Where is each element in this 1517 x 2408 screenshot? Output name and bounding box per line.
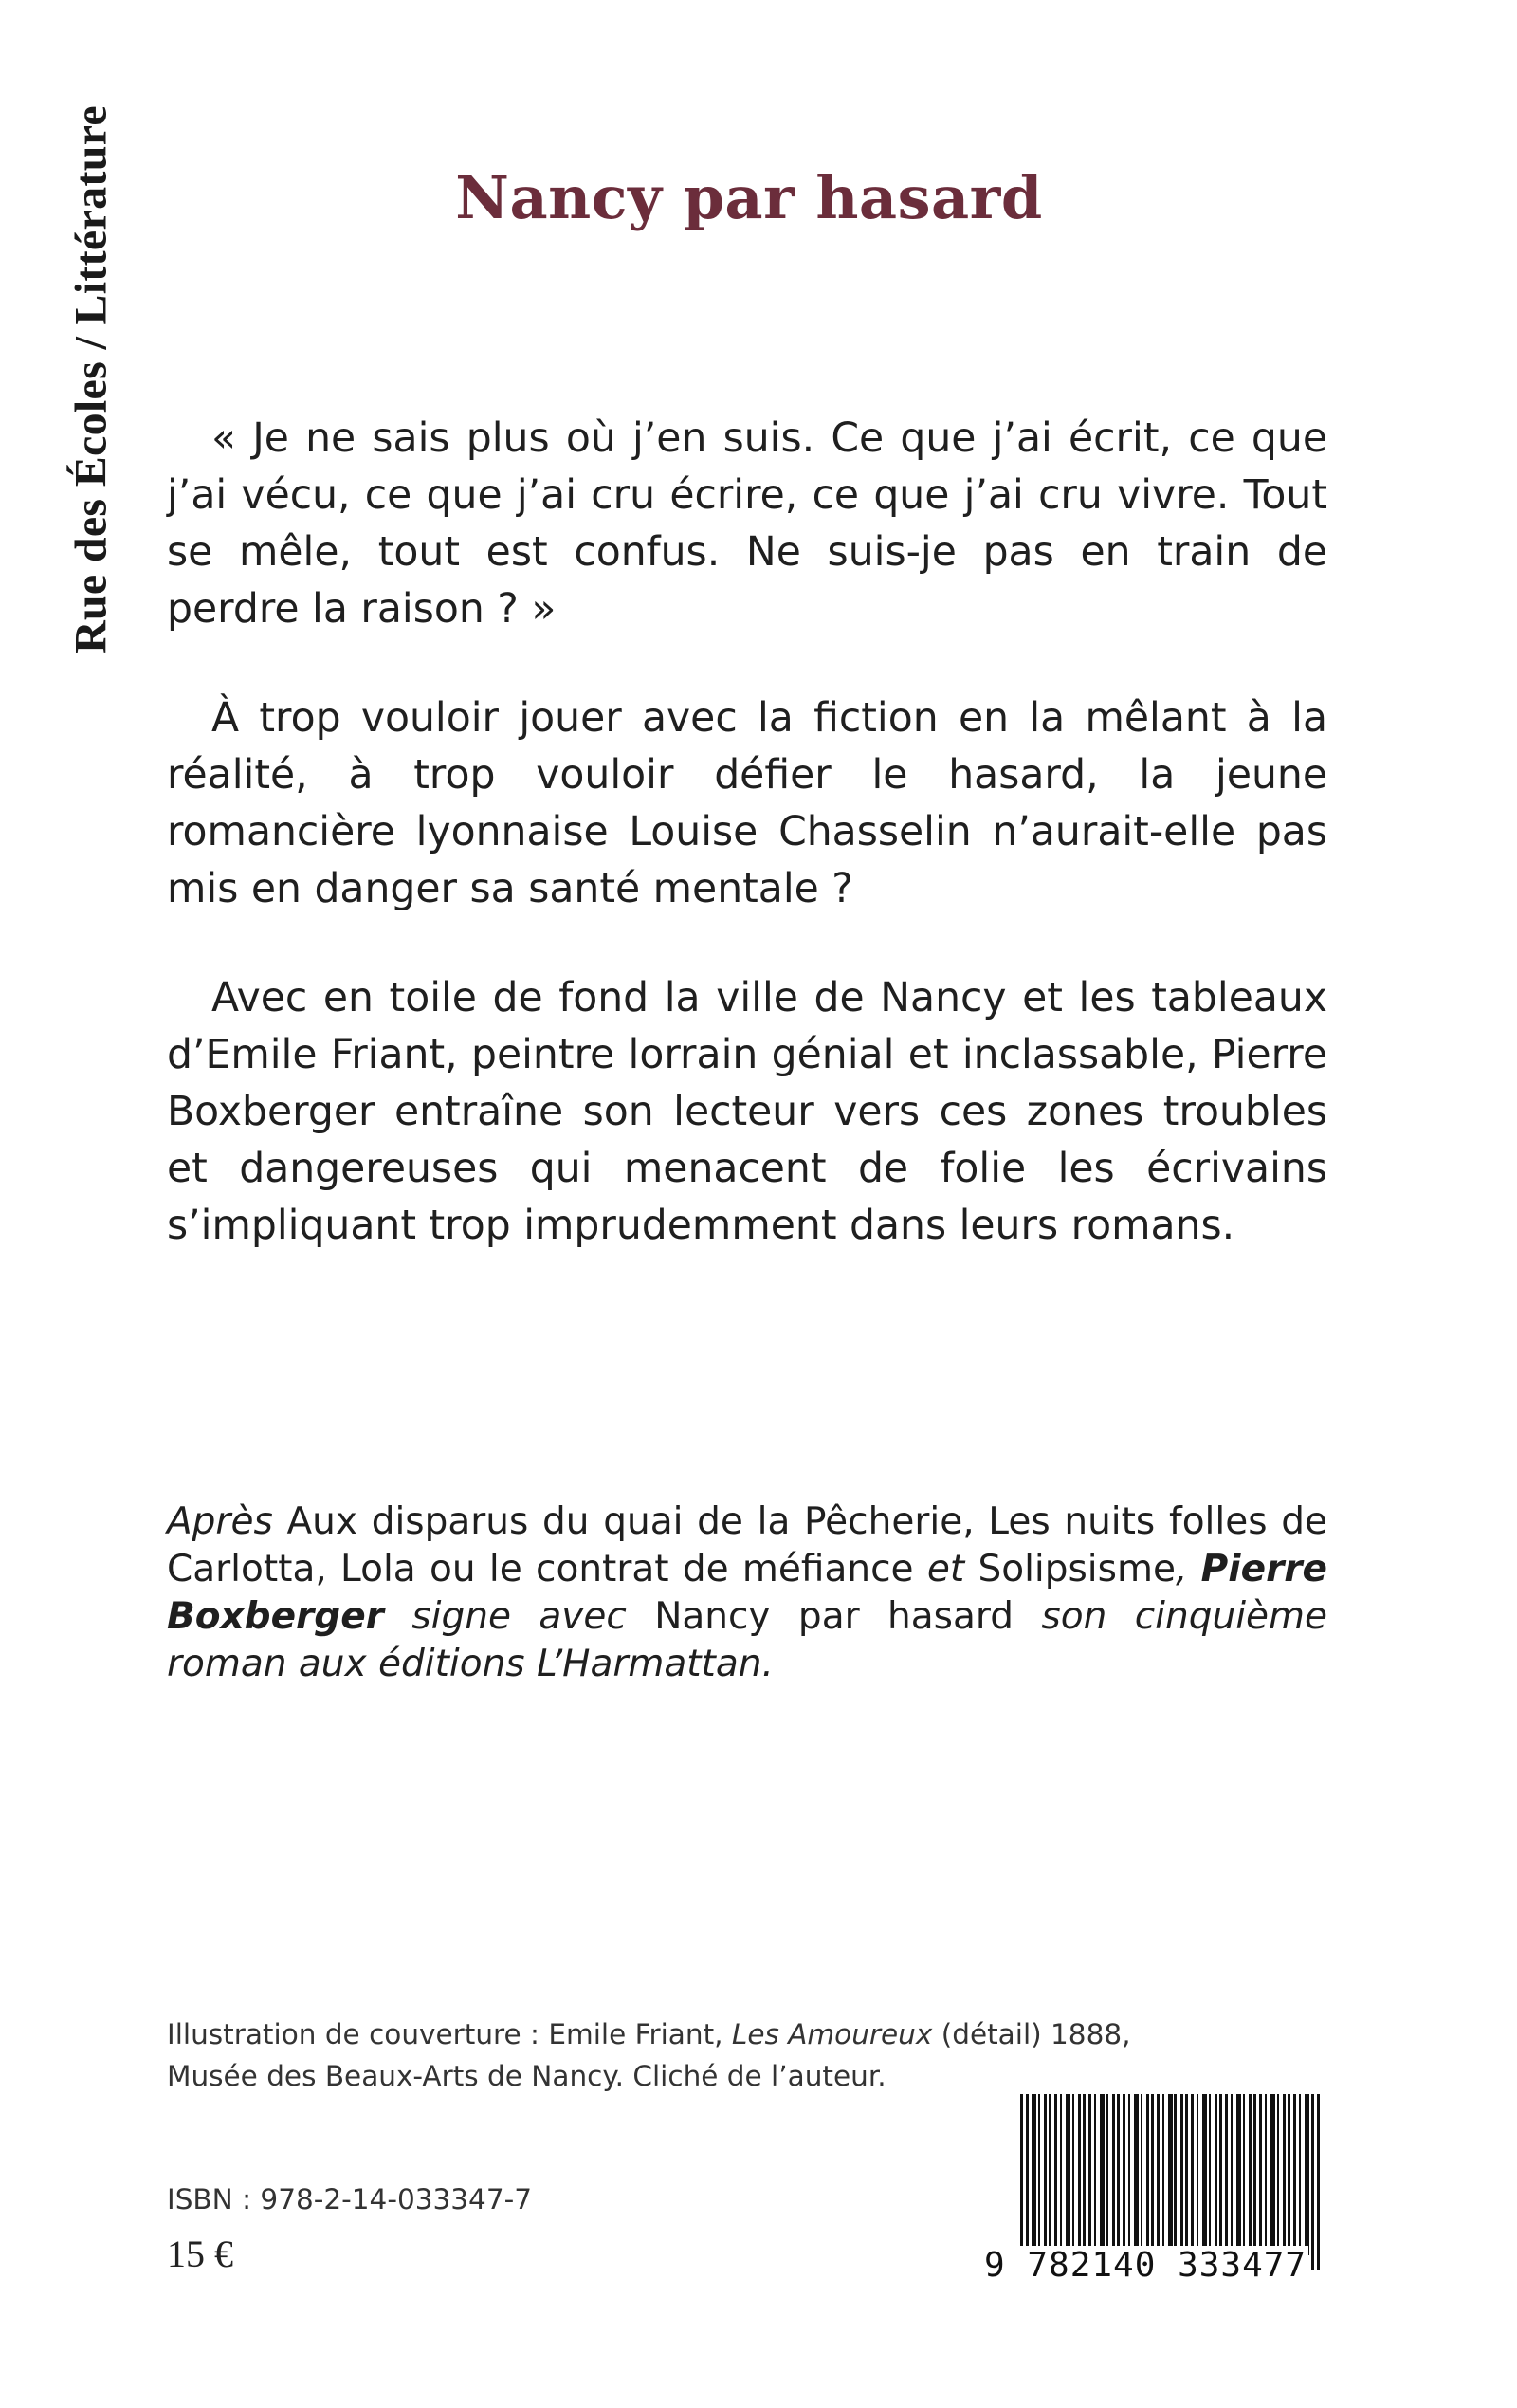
bio-span: Nancy par hasard	[626, 1595, 1042, 1638]
collection-label: Rue des Écoles / Littérature	[65, 104, 117, 654]
quote-paragraph	[167, 411, 1327, 638]
isbn: ISBN : 978-2-14-033347-7	[167, 2183, 532, 2215]
credit-text: (détail) 1888,	[932, 2018, 1131, 2050]
bio-span: signe avec	[383, 1595, 627, 1638]
bio-span: Après	[167, 1500, 273, 1543]
summary-text-1: À trop vouloir jouer avec la fiction en la mêlant à la réalité, à trop vouloir défier le hasard, la jeune romancière lyonnaise Louise Chasselin n’aurait-elle pas mis en danger sa santé mentale ?	[167, 695, 1327, 912]
price: 15 €	[167, 2233, 233, 2275]
bio-span: Solipsisme	[964, 1548, 1176, 1590]
credit-text: Illustration de couverture : Emile Friant,	[167, 2018, 732, 2050]
summary-paragraph-1	[167, 690, 1327, 918]
bio-span: ,	[1175, 1548, 1201, 1590]
barcode-guard-left-2	[1026, 2094, 1029, 2270]
credit-text: Musée des Beaux-Arts de Nancy. Cliché de l’auteur.	[167, 2060, 886, 2092]
credit-artwork-title: Les Amoureux	[731, 2018, 933, 2050]
barcode-guard-center	[1168, 2094, 1171, 2270]
author-bio	[167, 1498, 1327, 1688]
summary-paragraph-2	[167, 970, 1327, 1255]
summary-text-2: Avec en toile de fond la ville de Nancy et les tableaux d’Emile Friant, peintre lorrain génial et inclassable, Pierre Boxberger entraîne son lecteur vers ces zones troubles et dangereuses qui menacent de folie les écrivains s’impliquant trop imprudemment dans leurs romans.	[167, 975, 1327, 1249]
barcode-digits	[982, 2246, 1320, 2285]
barcode-guard-right-2	[1317, 2094, 1320, 2270]
author-name: Pierre Boxberger	[167, 1548, 1327, 1638]
bio-span: son cinquième roman aux éditions L’Harmattan.	[167, 1595, 1328, 1685]
barcode-guard-center-2	[1174, 2094, 1177, 2270]
barcode-guard-left	[1020, 2094, 1023, 2270]
book-title: Nancy par hasard	[455, 163, 1043, 232]
barcode	[982, 2094, 1320, 2284]
quote-text: « Je ne sais plus où j’en suis. Ce que j’ai écrit, ce que j’ai vécu, ce que j’ai cru écrire, ce que j’ai cru vivre. Tout se mêle, tout est confus. Ne suis-je pas en train de perdre la raison ? »	[167, 415, 1327, 633]
barcode-number: 9 782140 333477	[984, 2246, 1307, 2285]
barcode-guard-right	[1311, 2094, 1314, 2270]
illustration-credit	[167, 2013, 1130, 2097]
bio-span: et	[926, 1548, 965, 1590]
bio-span: Aux disparus du quai de la Pêcherie, Les nuits folles de Carlotta, Lola ou le contrat de méfiance	[167, 1500, 1327, 1590]
